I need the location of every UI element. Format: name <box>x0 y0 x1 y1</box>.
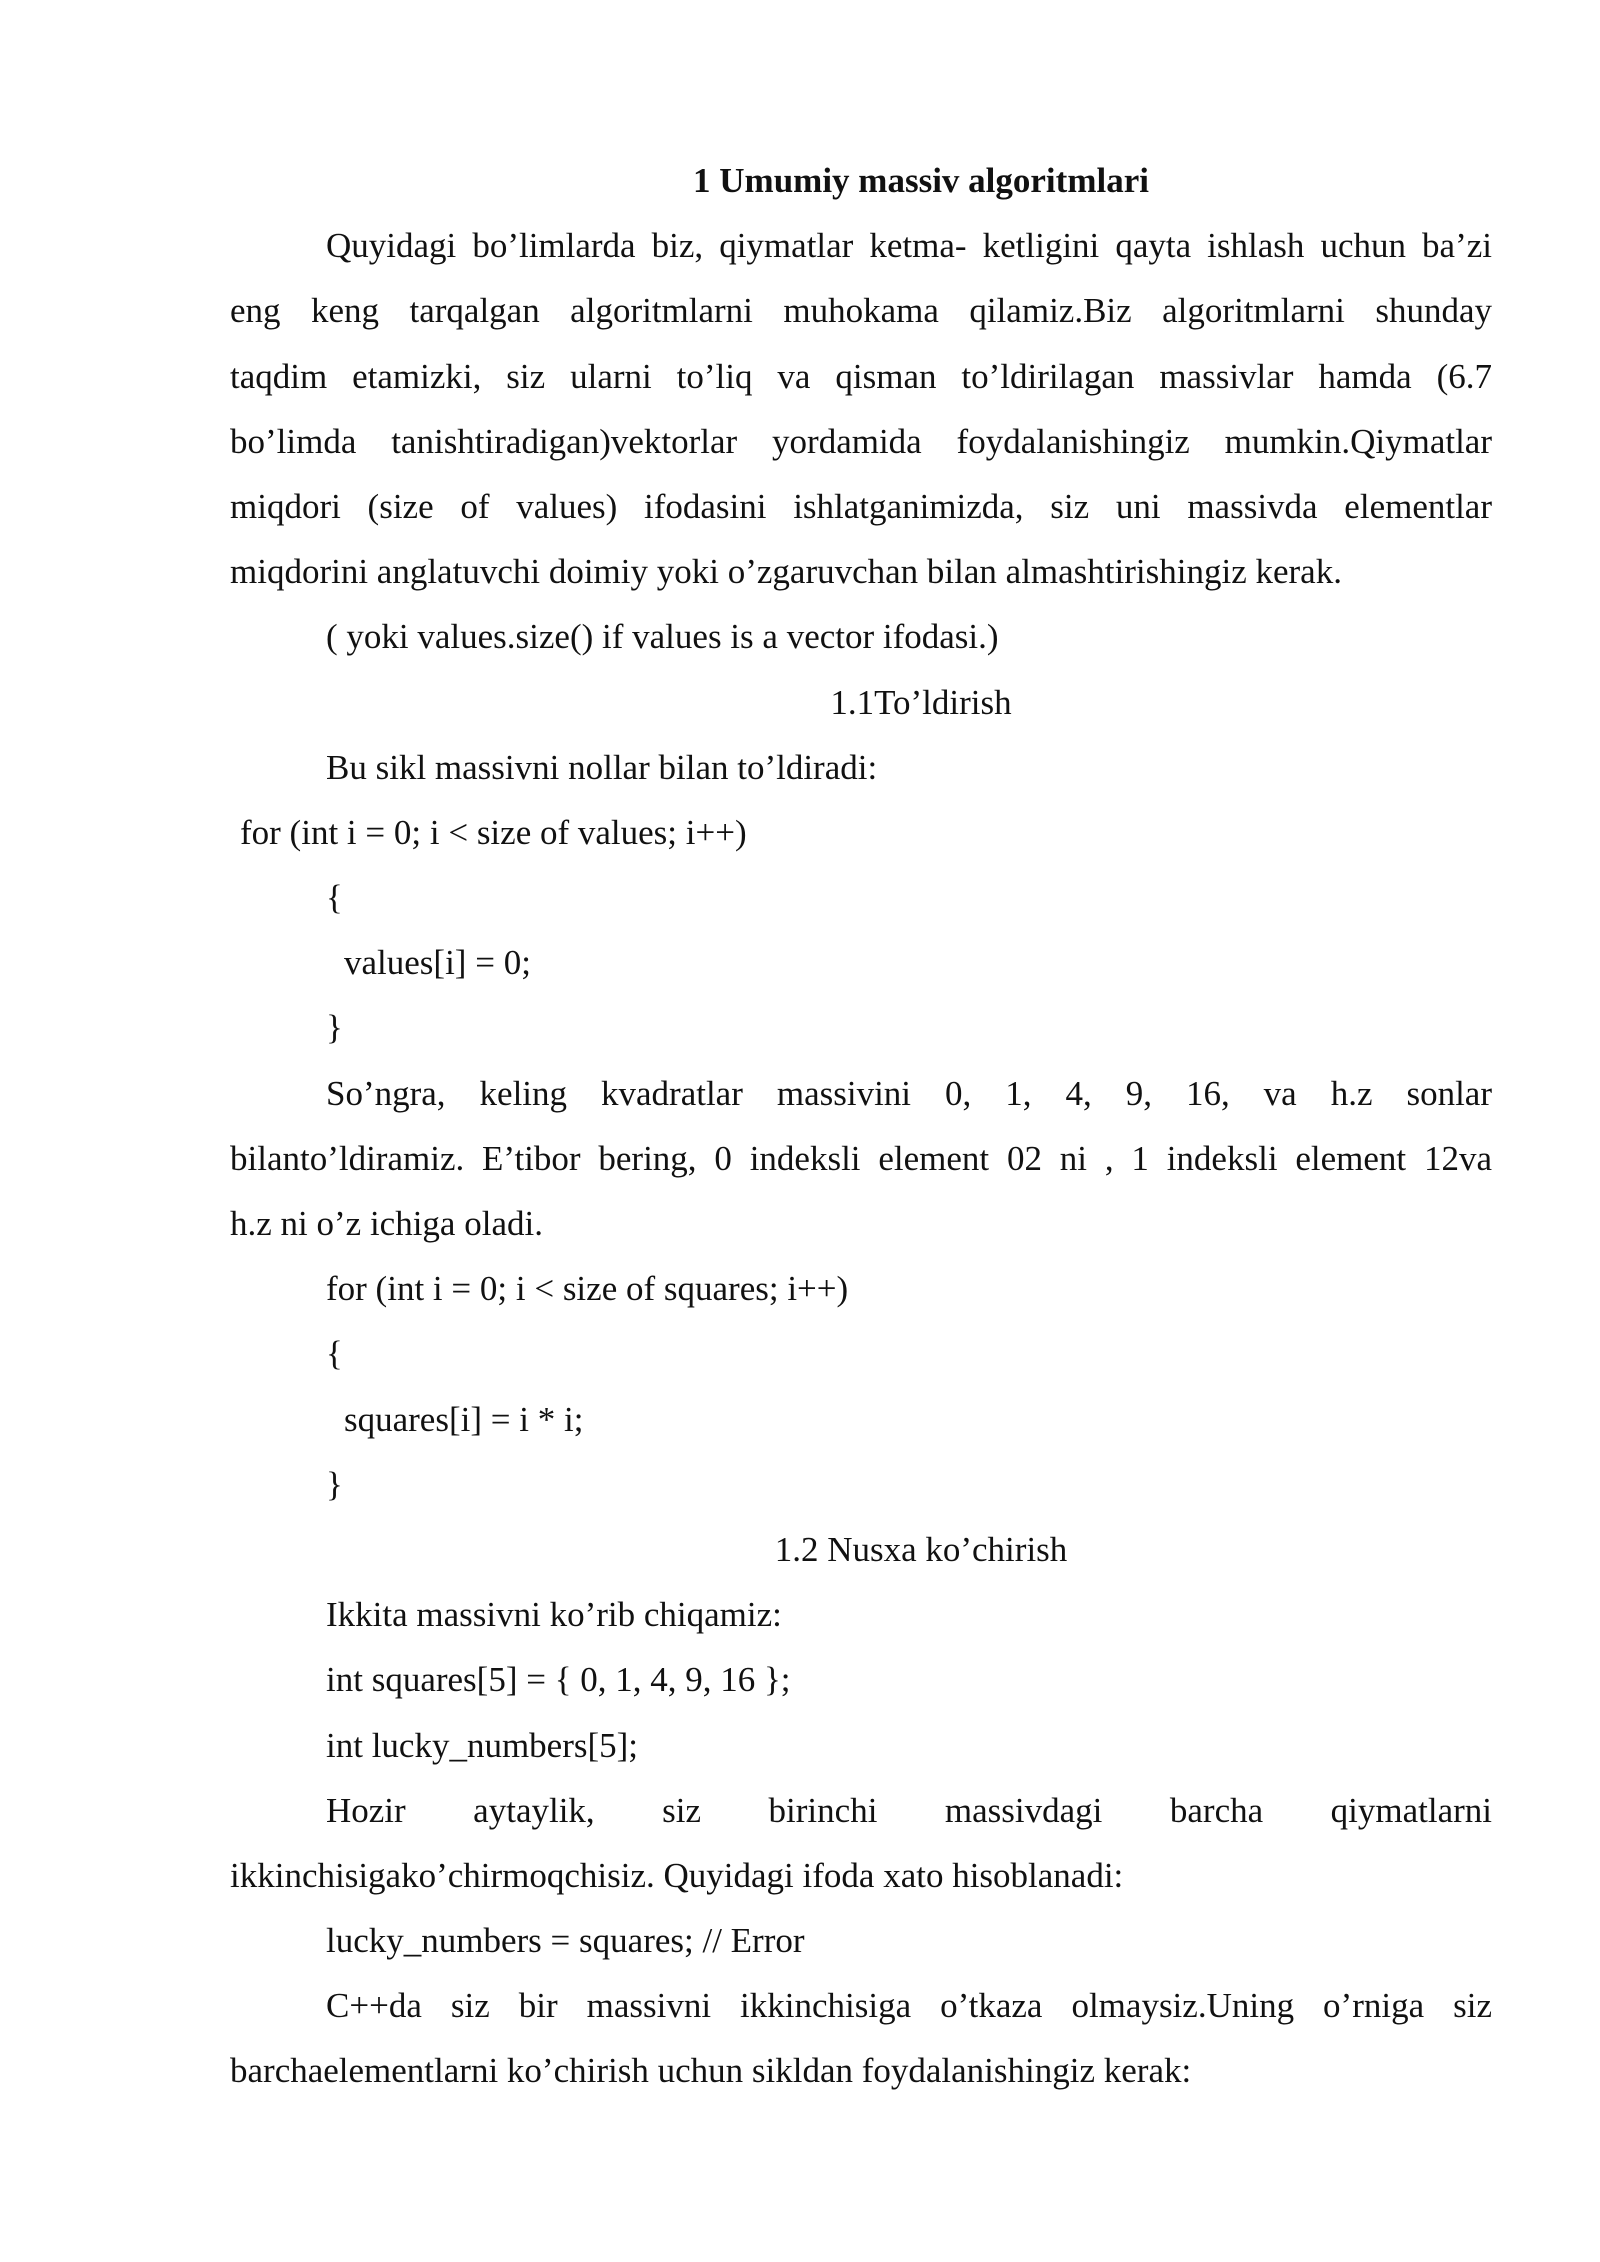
code-line-lucky-decl: int lucky_numbers[5]; <box>326 1725 639 1765</box>
intro-line-1: Quyidagi bo’limlarda biz, qiymatlar ketma- ketligini qayta ishlash uchun ba’zi <box>326 226 1492 266</box>
copy-text-line-1: Ikkita massivni ko’rib chiqamiz: <box>326 1595 782 1635</box>
intro-line-4: bo’limda tanishtiradigan)vektorlar yordamida foydalanishingiz mumkin.Qiymatlar <box>230 421 1492 461</box>
copy-text-line-3: ikkinchisigako’chirmoqchisiz. Quyidagi ifoda xato hisoblanadi: <box>230 1855 1124 1895</box>
intro-line-5: miqdori (size of values) ifodasini ishlatganimizda, siz uni massivda elementlar <box>230 486 1492 526</box>
intro-line-6: miqdorini anglatuvchi doimiy yoki o’zgaruvchan bilan almashtirishingiz kerak. <box>230 552 1342 592</box>
intro-line-3: taqdim etamizki, siz ularni to’liq va qisman to’ldirilagan massivlar hamda (6.7 <box>230 356 1492 396</box>
code-line-squares-decl: int squares[5] = { 0, 1, 4, 9, 16 }; <box>326 1660 791 1700</box>
code-line-error: lucky_numbers = squares; // Error <box>326 1921 805 1961</box>
code-line-for-values: for (int i = 0; i < size of values; i++) <box>240 812 747 852</box>
document-title: 1 Umumiy massiv algoritmlari <box>693 161 1149 200</box>
squares-text-line-3: h.z ni o’z ichiga oladi. <box>230 1204 543 1243</box>
intro-line-2: eng keng tarqalgan algoritmlarni muhokama qilamiz.Biz algoritmlarni shunday <box>230 291 1492 331</box>
copy-text-line-2: Hozir aytaylik, siz birinchi massivdagi barcha qiymatlarni <box>326 1790 1492 1830</box>
code-line-close-brace-2: } <box>326 1464 343 1504</box>
squares-text-line-2: bilanto’ldiramiz. E’tibor bering, 0 indeksli element 02 ni , 1 indeksli element 12va <box>230 1138 1492 1178</box>
code-line-open-brace: { <box>326 878 343 918</box>
copy-text-line-5: barchaelementlarni ko’chirish uchun sikldan foydalanishingiz kerak: <box>230 2051 1192 2091</box>
code-line-squares-assign: squares[i] = i * i; <box>344 1399 584 1439</box>
section-heading-copying: 1.2 Nusxa ko’chirish <box>774 1529 1068 1569</box>
copy-text-line-4: C++da siz bir massivni ikkinchisiga o’tkaza olmaysiz.Uning o’rniga siz <box>326 1986 1492 2026</box>
filling-description: Bu sikl massivni nollar bilan to’ldiradi: <box>326 747 878 787</box>
section-heading-filling: 1.1To’ldirish <box>830 682 1012 722</box>
intro-line-7: ( yoki values.size() if values is a vector ifodasi.) <box>326 617 999 657</box>
code-line-values-assign: values[i] = 0; <box>344 943 531 983</box>
code-line-open-brace-2: { <box>326 1334 343 1374</box>
code-line-close-brace: } <box>326 1008 343 1048</box>
document-page <box>230 148 1492 2104</box>
squares-text-line-1: So’ngra, keling kvadratlar massivini 0, 1, 4, 9, 16, va h.z sonlar <box>326 1073 1492 1113</box>
code-line-for-squares: for (int i = 0; i < size of squares; i++) <box>326 1269 849 1309</box>
